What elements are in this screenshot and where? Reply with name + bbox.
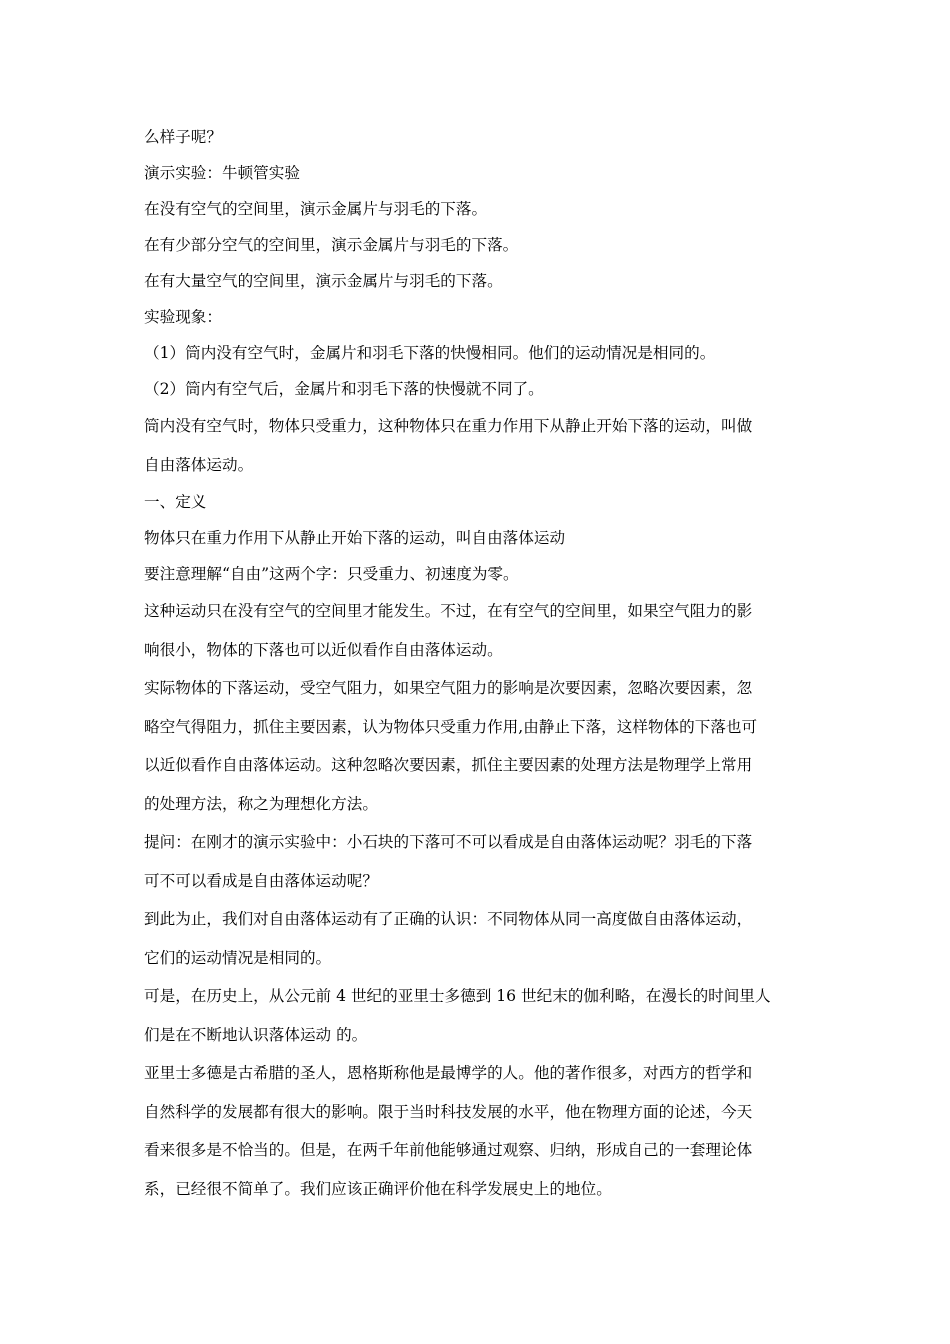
text-line: （1）筒内没有空气时，金属片和羽毛下落的快慢相同。他们的运动情况是相同的。 xyxy=(144,344,716,362)
text-line: 提问：在刚才的演示实验中：小石块的下落可不可以看成是自由落体运动呢？羽毛的下落 xyxy=(144,833,753,851)
text-line: 一、定义 xyxy=(144,493,207,511)
text-line: 要注意理解“自由”这两个字：只受重力、初速度为零。 xyxy=(144,565,519,583)
text-line: 以近似看作自由落体运动。这种忽略次要因素，抓住主要因素的处理方法是物理学上常用 xyxy=(144,756,753,774)
text-line: 实际物体的下落运动，受空气阻力，如果空气阻力的影响是次要因素，忽略次要因素，忽 xyxy=(144,679,753,697)
text-line: 它们的运动情况是相同的。 xyxy=(144,948,332,967)
text-line: 在没有空气的空间里，演示金属片与羽毛的下落。 xyxy=(144,200,488,218)
text-line: 在有大量空气的空间里，演示金属片与羽毛的下落。 xyxy=(144,272,503,290)
text-line: 实验现象： xyxy=(144,308,222,326)
text-line: 响很小，物体的下落也可以近似看作自由落体运动。 xyxy=(144,640,503,659)
text-line: 演示实验：牛顿管实验 xyxy=(144,164,300,182)
text-line: 们是在不断地认识落体运动 的。 xyxy=(144,1025,368,1044)
text-line: 略空气得阻力，抓住主要因素，认为物体只受重力作用,由静止下落，这样物体的下落也可 xyxy=(144,717,758,736)
text-line: 这种运动只在没有空气的空间里才能发生。不过，在有空气的空间里，如果空气阻力的影 xyxy=(144,602,753,620)
document-body xyxy=(144,119,809,1208)
text-line: 么样子呢？ xyxy=(144,128,222,146)
text-line: 筒内没有空气时，物体只受重力，这种物体只在重力作用下从静止开始下落的运动，叫做 xyxy=(144,417,753,435)
text-line: 系，已经很不简单了。我们应该正确评价他在科学发展史上的地位。 xyxy=(144,1179,612,1198)
text-line: （2）筒内有空气后，金属片和羽毛下落的快慢就不同了。 xyxy=(144,380,544,398)
text-line: 自由落体运动。 xyxy=(144,455,254,474)
text-line: 物体只在重力作用下从静止开始下落的运动，叫自由落体运动 xyxy=(144,529,566,547)
text-line: 的处理方法，称之为理想化方法。 xyxy=(144,794,378,813)
text-line: 亚里士多德是古希腊的圣人，恩格斯称他是最博学的人。他的著作很多，对西方的哲学和 xyxy=(144,1064,753,1082)
text-line: 看来很多是不恰当的。但是，在两千年前他能够通过观察、归纳，形成自己的一套理论体 xyxy=(144,1141,753,1159)
text-line: 在有少部分空气的空间里，演示金属片与羽毛的下落。 xyxy=(144,236,519,254)
text-line: 可是，在历史上，从公元前 4 世纪的亚里士多德到 16 世纪末的伽利略，在漫长的时间里人 xyxy=(144,987,771,1005)
text-line: 可不可以看成是自由落体运动呢？ xyxy=(144,871,378,890)
text-line: 自然科学的发展都有很大的影响。限于当时科技发展的水平，他在物理方面的论述，今天 xyxy=(144,1102,753,1121)
text-line: 到此为止，我们对自由落体运动有了正确的认识：不同物体从同一高度做自由落体运动， xyxy=(144,910,753,928)
